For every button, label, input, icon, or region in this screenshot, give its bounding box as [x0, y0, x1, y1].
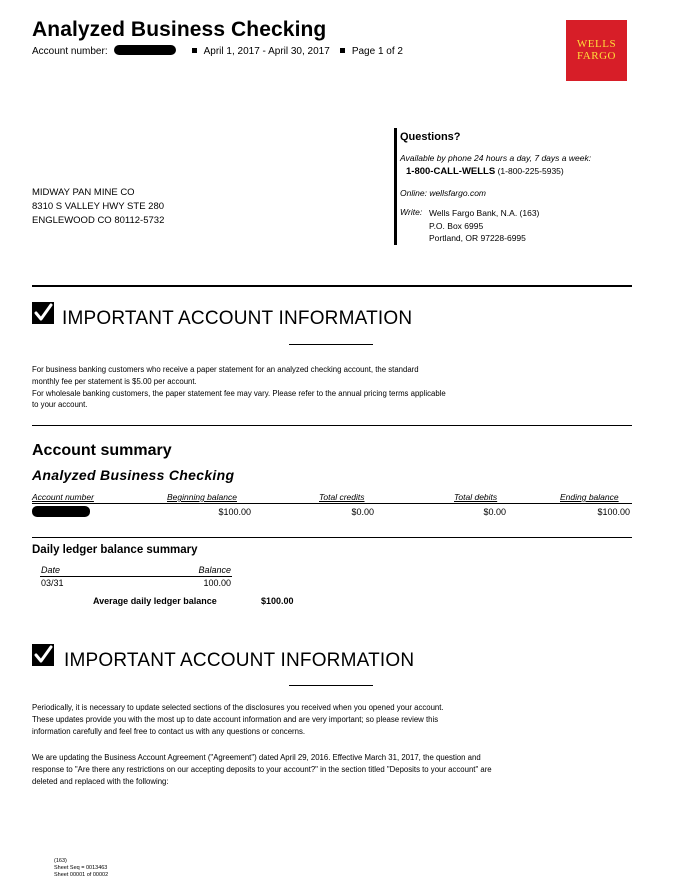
section-divider-thick: [32, 285, 632, 287]
logo-text-fargo: FARGO: [577, 50, 616, 62]
daily-balance-value: 100.00: [203, 578, 231, 588]
write-line-2: P.O. Box 6995: [429, 220, 484, 231]
section-divider: [32, 425, 632, 426]
questions-box: [400, 131, 592, 243]
statement-period: April 1, 2017 - April 30, 2017: [203, 46, 330, 57]
agreement-para-3: deleted and replaced with the following:: [32, 776, 169, 786]
address-line-1: MIDWAY PAN MINE CO: [32, 187, 135, 198]
sheet-footer: [54, 858, 108, 879]
online-line: [400, 188, 486, 198]
address-line-3: ENGLEWOOD CO 80112-5732: [32, 215, 165, 226]
phone-availability: Available by phone 24 hours a day, 7 days a week:: [400, 153, 592, 163]
disclosure-update-text: [32, 702, 444, 737]
agreement-update-text: [32, 752, 492, 787]
agreement-para-2: response to "Are there any restrictions on our accepting deposits to your account?" in the section titled "Deposits to your account" are: [32, 764, 492, 774]
bullet-square: [192, 48, 197, 53]
address-line-2: 8310 S VALLEY HWY STE 280: [32, 201, 165, 212]
ending-balance-value: $100.00: [597, 507, 630, 517]
account-number-label: Account number:: [32, 46, 108, 57]
important-info-title: IMPORTANT ACCOUNT INFORMATION: [64, 650, 415, 671]
important-info-para-1: For business banking customers who receive a paper statement for an analyzed checking account, the standard: [32, 365, 419, 374]
avg-daily-balance-label: Average daily ledger balance: [93, 596, 217, 606]
account-summary-heading: Account summary: [32, 442, 172, 459]
mailing-address: [429, 207, 539, 245]
daily-date-value: 03/31: [41, 578, 64, 588]
col-total-debits: Total debits: [454, 492, 498, 502]
important-info-para-2: monthly fee per statement is $5.00 per account.: [32, 376, 197, 386]
phone-number[interactable]: 1-800-CALL-WELLS: [406, 166, 496, 177]
total-credits-value: $0.00: [351, 507, 374, 517]
col-account-number: Account number: [32, 492, 94, 502]
checkmark-icon: [32, 302, 54, 324]
footer-line-1: (163): [54, 858, 67, 864]
important-info-para-4: to your account.: [32, 400, 88, 410]
write-line-3: Portland, OR 97228-6995: [429, 233, 526, 243]
disclosure-para-2: These updates provide you with the most up to date account information and are very important; so please review this: [32, 714, 439, 724]
page-indicator: Page 1 of 2: [351, 46, 403, 57]
questions-divider: [394, 128, 397, 245]
col-beginning-balance: Beginning balance: [167, 492, 237, 502]
disclosure-para-1: Periodically, it is necessary to update selected sections of the disclosures you received when you opened your account.: [32, 703, 444, 712]
online-label: Online:: [400, 188, 427, 198]
agreement-para-1: We are updating the Business Account Agreement ("Agreement") dated April 29, 2016. Effective March 31, 2017, the question and: [32, 753, 481, 762]
daily-balance-header: Balance: [198, 565, 231, 575]
disclosure-para-3: information carefully and feel free to contact us with any questions or concerns.: [32, 726, 306, 736]
daily-ledger-heading: Daily ledger balance summary: [32, 544, 198, 556]
checkmark-icon: [32, 644, 54, 666]
logo-text-wells: WELLS: [576, 38, 617, 50]
write-label: Write:: [400, 207, 423, 217]
bullet-square: [340, 48, 345, 53]
col-total-credits: Total credits: [319, 492, 365, 502]
questions-title: Questions?: [400, 131, 461, 143]
customer-address: [32, 186, 164, 228]
account-summary-subheading: Analyzed Business Checking: [32, 467, 235, 483]
phone-number-numeric: (1-800-225-5935): [497, 166, 564, 176]
title-underline: [289, 685, 373, 686]
col-ending-balance: Ending balance: [560, 492, 619, 502]
section-divider: [32, 537, 632, 538]
online-link[interactable]: wellsfargo.com: [429, 188, 486, 198]
avg-daily-balance-value: $100.00: [261, 596, 294, 606]
phone-line: [406, 166, 564, 177]
title-underline: [289, 344, 373, 345]
wells-fargo-logo: [566, 20, 627, 81]
statement-title: Analyzed Business Checking: [32, 18, 327, 41]
important-info-text: [32, 364, 446, 411]
daily-header-rule: [40, 576, 232, 577]
footer-line-2: Sheet Seq = 0013463: [54, 865, 108, 871]
summary-header-rule: [32, 503, 632, 504]
daily-date-header: Date: [41, 565, 61, 575]
total-debits-value: $0.00: [483, 507, 506, 517]
beginning-balance-value: $100.00: [218, 507, 251, 517]
redacted-account-number: [32, 506, 90, 517]
important-info-para-3: For wholesale banking customers, the paper statement fee may vary. Please refer to the annual pricing terms applicable: [32, 388, 446, 398]
write-line-1: Wells Fargo Bank, N.A. (163): [429, 208, 540, 218]
important-info-title: IMPORTANT ACCOUNT INFORMATION: [62, 308, 413, 329]
account-info-line: [32, 45, 403, 57]
redacted-account-number: [114, 45, 176, 55]
footer-line-3: Sheet 00001 of 00002: [54, 872, 109, 878]
